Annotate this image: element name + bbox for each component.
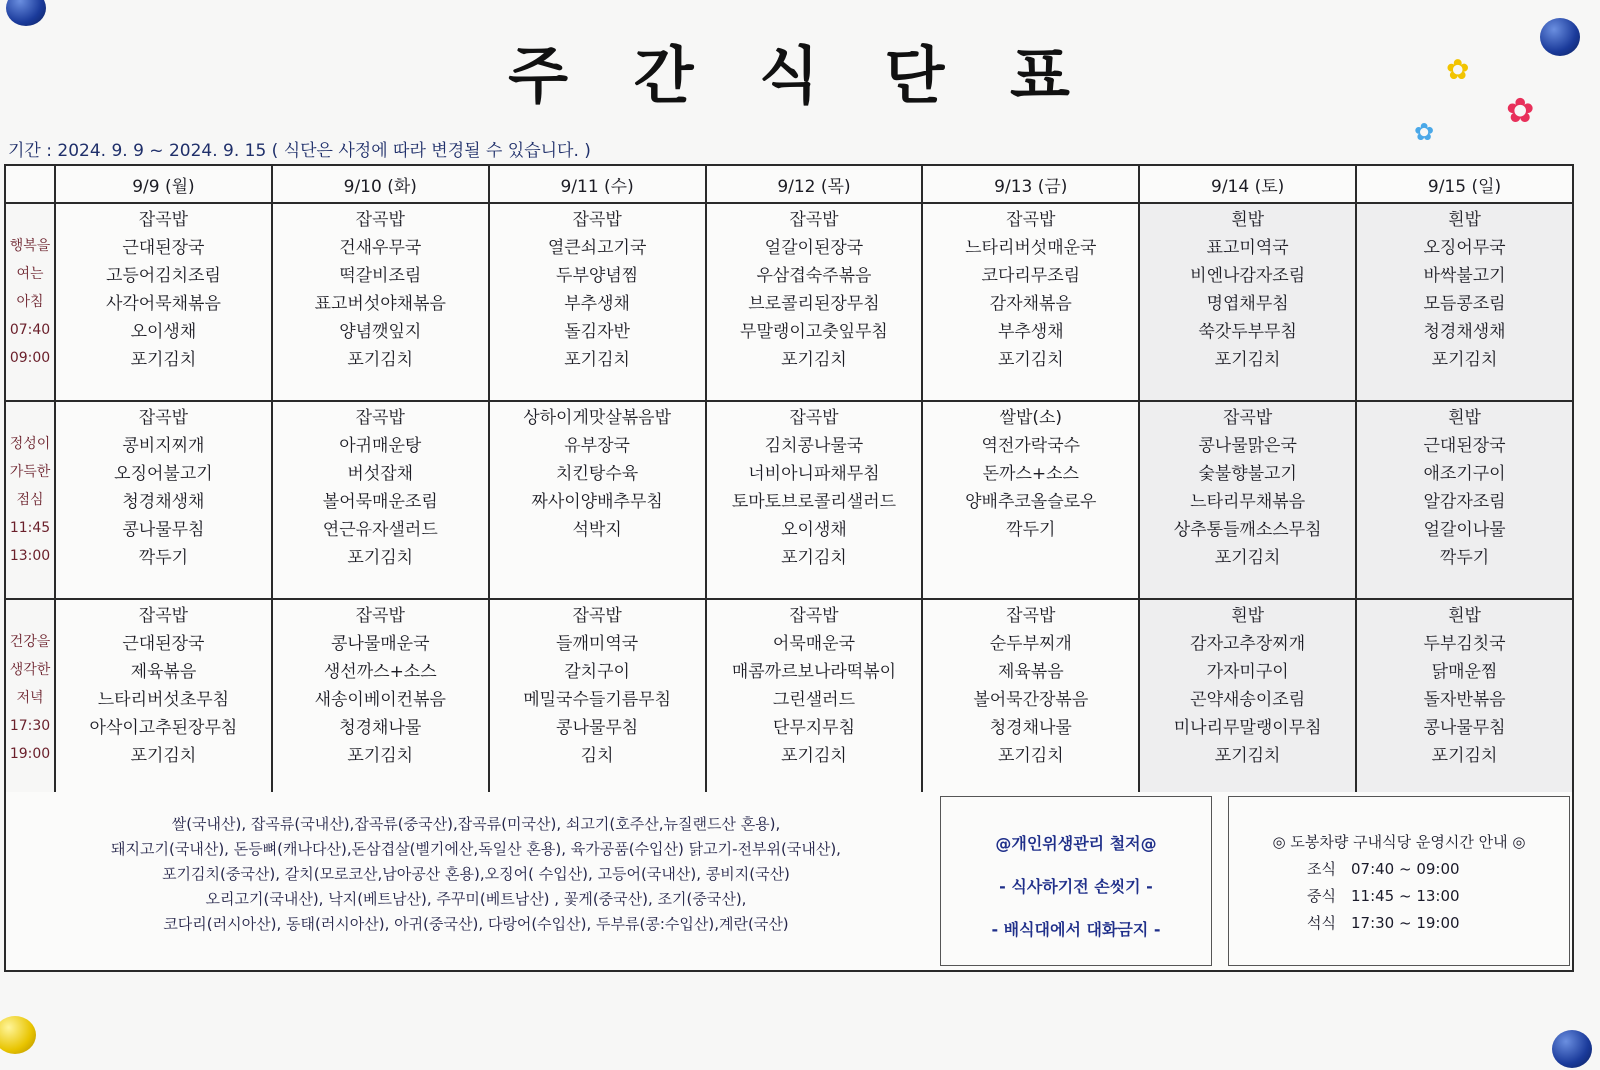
dish-item: 잡곡밥 (1006, 210, 1056, 230)
hours-label: 석식 (1307, 914, 1336, 932)
hours-time: 17:30 ~ 19:00 (1351, 914, 1460, 932)
menu-cell (922, 401, 1139, 599)
dish-item: 청경채나물 (989, 718, 1072, 738)
menu-cell (272, 203, 489, 401)
day-header: 9/10 (화) (272, 165, 489, 203)
dish-item: 석박지 (572, 520, 622, 540)
dish-item: 버섯잡채 (347, 464, 414, 484)
meal-label-line: 13:00 (9, 548, 51, 564)
dish-item: 포기김치 (781, 350, 847, 370)
dish-item: 감자고추장찌개 (1190, 634, 1306, 654)
operating-hours (1228, 796, 1570, 966)
dish-item: 돌김자반 (564, 322, 630, 342)
origin-line: 포기김치(중국산), 갈치(모로코산,남아공산 혼용),오징어( 수입산), 고등어(국내산), 콩비지(국산) (162, 865, 790, 883)
dish-item: 포기김치 (347, 350, 414, 370)
dish-item: 사각어묵채볶음 (105, 294, 221, 314)
dish-item: 역전가락국수 (981, 436, 1081, 456)
menu-cell (272, 401, 489, 599)
dish-item: 잡곡밥 (789, 408, 839, 428)
dish-item: 순두부찌개 (989, 634, 1072, 654)
meal-label-line: 정성이 (9, 436, 51, 452)
dish-item: 볼어묵간장볶음 (973, 690, 1089, 710)
dish-item: 무말랭이고춧잎무침 (740, 322, 888, 342)
menu-cell (55, 401, 272, 599)
menu-cell (55, 203, 272, 401)
dish-item: 제육볶음 (130, 662, 197, 682)
dish-item: 잡곡밥 (572, 606, 622, 626)
meal-label-line: 11:45 (9, 520, 51, 536)
pushpin-icon (1552, 1030, 1592, 1068)
dish-item: 짜사이양배추무침 (531, 492, 663, 512)
dish-item: 양배추코올슬로우 (965, 492, 1097, 512)
day-header: 9/15 (일) (1356, 165, 1573, 203)
dish-item: 깍두기 (1439, 548, 1490, 568)
dish-item: 느타리버섯매운국 (965, 238, 1097, 258)
dish-item: 아삭이고추된장무침 (89, 718, 238, 738)
dish-item: 포기김치 (130, 350, 197, 370)
dish-item: 깍두기 (1006, 520, 1056, 540)
dish-item: 흰밥 (1448, 606, 1481, 626)
dish-item: 상추통들깨소스무침 (1173, 520, 1322, 540)
dish-item: 포기김치 (347, 548, 414, 568)
dish-item: 바싹불고기 (1423, 266, 1506, 286)
dish-item: 청경채생채 (122, 492, 205, 512)
pushpin-icon (6, 0, 46, 26)
dish-item: 감자채볶음 (989, 294, 1072, 314)
dish-item: 부추생채 (564, 294, 630, 314)
menu-cell (922, 599, 1139, 797)
meal-label-line: 여는 (16, 266, 44, 282)
page-title: 주 간 식 단 표 (508, 39, 1092, 112)
flower-icon: ✿ (1446, 53, 1470, 86)
menu-cell (1139, 599, 1356, 797)
dish-item: 메밀국수들기름무침 (523, 690, 672, 710)
dish-item: 코다리무조림 (981, 266, 1081, 286)
dish-item: 치킨탕수육 (556, 464, 639, 484)
dish-item: 그린샐러드 (772, 690, 856, 710)
dish-item: 곤약새송이조림 (1190, 690, 1306, 710)
dish-item: 느타리무채볶음 (1190, 492, 1306, 512)
meal-label-line: 행복을 (9, 238, 51, 254)
day-header: 9/12 (목) (706, 165, 923, 203)
dish-item: 콩나물매운국 (330, 634, 430, 654)
dish-item: 근대된장국 (122, 238, 205, 258)
dish-item: 우삼겹숙주볶음 (756, 266, 872, 286)
corner-cell (5, 165, 55, 203)
meal-row (5, 203, 1573, 401)
menu-cell (1356, 599, 1573, 797)
meal-label (5, 401, 55, 599)
pushpin-icon (0, 1016, 36, 1054)
dish-item: 상하이게맛살볶음밥 (523, 408, 672, 428)
dish-item: 잡곡밥 (355, 210, 405, 230)
dish-item: 포기김치 (564, 350, 630, 370)
dish-item: 돌자반볶음 (1423, 690, 1506, 710)
hygiene-line: - 배식대에서 대화금지 - (991, 920, 1161, 939)
dish-item: 김치콩나물국 (764, 436, 864, 456)
dish-item: 갈치구이 (564, 662, 630, 682)
dish-item: 비엔나감자조림 (1190, 266, 1306, 286)
dish-item: 콩나물무침 (122, 520, 205, 540)
meal-label-line: 17:30 (9, 718, 51, 734)
menu-cell (1139, 203, 1356, 401)
dish-item: 부추생채 (997, 322, 1064, 342)
menu-period: 기간 : 2024. 9. 9 ~ 2024. 9. 15 ( 식단은 사정에 따라 변경될 수 있습니다. ) (8, 141, 591, 161)
dish-item: 잡곡밥 (138, 408, 189, 428)
dish-item: 흰밥 (1448, 408, 1481, 428)
menu-cell (1356, 203, 1573, 401)
hygiene-notice (940, 796, 1212, 966)
dish-item: 잡곡밥 (1223, 408, 1273, 428)
dish-item: 가자미구이 (1206, 662, 1289, 682)
dish-item: 포기김치 (997, 350, 1064, 370)
dish-item: 포기김치 (130, 746, 197, 766)
dish-item: 너비아니파채무침 (748, 464, 880, 484)
dish-item: 포기김치 (1214, 350, 1281, 370)
menu-cell (706, 203, 923, 401)
dish-item: 흰밥 (1231, 606, 1265, 626)
dish-item: 쑥갓두부무침 (1198, 322, 1297, 342)
dish-item: 깍두기 (138, 548, 189, 568)
menu-cell (489, 401, 706, 599)
dish-item: 모듬콩조림 (1423, 294, 1506, 314)
dish-item: 콩비지찌개 (122, 436, 205, 456)
meal-label (5, 599, 55, 797)
hours-row (1307, 885, 1569, 906)
dish-item: 알감자조림 (1423, 492, 1506, 512)
day-header-row (5, 165, 1573, 203)
day-header: 9/14 (토) (1139, 165, 1356, 203)
dish-item: 숯불향불고기 (1198, 464, 1297, 484)
origin-line: 오리고기(국내산), 낙지(베트남산), 주꾸미(베트남산) , 꽃게(중국산), 조기(중국산), (205, 890, 747, 908)
meal-label-line: 점심 (16, 492, 44, 508)
hours-row (1307, 912, 1569, 933)
dish-item: 잡곡밥 (1006, 606, 1056, 626)
hours-time: 07:40 ~ 09:00 (1351, 860, 1460, 878)
dish-item: 콩나물무침 (556, 718, 639, 738)
dish-item: 연근유자샐러드 (322, 520, 438, 540)
meal-label-line: 07:40 (9, 322, 51, 338)
dish-item: 고등어김치조림 (105, 266, 221, 286)
meal-label-line: 가득한 (9, 464, 51, 480)
hours-label: 조식 (1307, 860, 1336, 878)
hours-row (1307, 858, 1569, 879)
dish-item: 잡곡밥 (572, 210, 622, 230)
dish-item: 제육볶음 (997, 662, 1064, 682)
dish-item: 두부김칫국 (1423, 634, 1506, 654)
dish-item: 단무지무침 (772, 718, 856, 738)
hygiene-line: - 식사하기전 손씻기 - (999, 877, 1153, 896)
dish-item: 오징어불고기 (114, 464, 213, 484)
dish-item: 청경채나물 (339, 718, 422, 738)
origin-line: 돼지고기(국내산), 돈등뼈(캐나다산),돈삼겹살(벨기에산,독일산 혼용), 육가공품(수입산) 닭고기-전부위(국내산), (111, 840, 841, 858)
dish-item: 잡곡밥 (789, 606, 839, 626)
dish-item: 얼갈이나물 (1423, 520, 1506, 540)
meal-label (5, 203, 55, 401)
dish-item: 오이생채 (781, 520, 847, 540)
meal-label-line: 아침 (16, 294, 44, 310)
meal-label-line: 생각한 (9, 662, 51, 678)
dish-item: 잡곡밥 (355, 408, 405, 428)
meal-label-line: 건강을 (9, 634, 51, 650)
dish-item: 어묵매운국 (772, 634, 856, 654)
dish-item: 청경채생채 (1423, 322, 1506, 342)
dish-item: 표고미역국 (1206, 238, 1289, 258)
dish-item: 돈까스+소스 (982, 464, 1079, 484)
dish-item: 열큰쇠고기국 (547, 238, 647, 258)
dish-item: 미나리무말랭이무침 (1173, 718, 1322, 738)
dish-item: 볼어묵매운조림 (322, 492, 438, 512)
dish-item: 애조기구이 (1423, 464, 1506, 484)
dish-item: 근대된장국 (1423, 436, 1506, 456)
menu-cell (489, 599, 706, 797)
dish-item: 건새우무국 (339, 238, 422, 258)
hygiene-title: @개인위생관리 철저@ (995, 834, 1157, 853)
dish-item: 새송이베이컨볶음 (314, 690, 446, 710)
meal-label-line: 09:00 (9, 350, 51, 366)
origin-info (36, 812, 916, 937)
dish-item: 포기김치 (781, 548, 847, 568)
dish-item: 오징어무국 (1423, 238, 1506, 258)
menu-cell (706, 599, 923, 797)
dish-item: 잡곡밥 (138, 606, 189, 626)
meal-label-line: 19:00 (9, 746, 51, 762)
dish-item: 잡곡밥 (355, 606, 405, 626)
dish-item: 느타리버섯초무침 (97, 690, 230, 710)
dish-item: 오이생채 (130, 322, 197, 342)
menu-cell (55, 599, 272, 797)
dish-item: 생선까스+소스 (323, 662, 437, 682)
dish-item: 포기김치 (997, 746, 1064, 766)
dish-item: 콩나물무침 (1423, 718, 1506, 738)
dish-item: 콩나물맑은국 (1198, 436, 1297, 456)
dish-item: 닭매운찜 (1431, 662, 1498, 682)
dish-item: 토마토브로콜리샐러드 (731, 492, 897, 512)
meal-row (5, 599, 1573, 797)
weekly-menu-table (4, 164, 1574, 798)
dish-item: 양념깻잎지 (339, 322, 422, 342)
footer-panel (4, 792, 1574, 972)
menu-cell (922, 203, 1139, 401)
dish-item: 포기김치 (347, 746, 414, 766)
dish-item: 포기김치 (1214, 746, 1281, 766)
dish-item: 포기김치 (1214, 548, 1281, 568)
dish-item: 아귀매운탕 (339, 436, 422, 456)
meal-row (5, 401, 1573, 599)
dish-item: 유부장국 (564, 436, 630, 456)
dish-item: 쌀밥(소) (999, 408, 1063, 428)
dish-item: 흰밥 (1231, 210, 1265, 230)
dish-item: 떡갈비조림 (339, 266, 422, 286)
dish-item: 흰밥 (1448, 210, 1481, 230)
flower-icon: ✿ (1506, 91, 1535, 131)
dish-item: 잡곡밥 (138, 210, 189, 230)
menu-cell (1139, 401, 1356, 599)
day-header: 9/11 (수) (489, 165, 706, 203)
menu-cell (272, 599, 489, 797)
menu-cell (706, 401, 923, 599)
dish-item: 얼갈이된장국 (764, 238, 864, 258)
dish-item: 포기김치 (1431, 746, 1498, 766)
dish-item: 근대된장국 (122, 634, 205, 654)
dish-item: 명엽채무침 (1206, 294, 1289, 314)
hours-title: ◎ 도봉차량 구내식당 운영시간 안내 ◎ (1272, 833, 1526, 851)
flower-icon: ✿ (1414, 118, 1435, 146)
hours-label: 중식 (1307, 887, 1336, 905)
origin-line: 쌀(국내산), 잡곡류(국내산),잡곡류(중국산),잡곡류(미국산), 쇠고기(호주산,뉴질랜드산 혼용), (171, 815, 781, 833)
meal-label-line: 저녁 (16, 690, 44, 706)
dish-item: 김치 (580, 746, 614, 766)
dish-item: 두부양념찜 (556, 266, 639, 286)
dish-item: 매콤까르보나라떡볶이 (731, 662, 897, 682)
origin-line: 코다리(러시아산), 동태(러시아산), 아귀(중국산), 다랑어(수입산), 두부류(콩:수입산),계란(국산) (163, 915, 789, 933)
dish-item: 포기김치 (781, 746, 847, 766)
dish-item: 들깨미역국 (556, 634, 639, 654)
dish-item: 포기김치 (1431, 350, 1498, 370)
day-header: 9/9 (월) (55, 165, 272, 203)
dish-item: 브로콜리된장무침 (748, 294, 880, 314)
hours-time: 11:45 ~ 13:00 (1351, 887, 1460, 905)
dish-item: 표고버섯야채볶음 (314, 294, 446, 314)
menu-cell (1356, 401, 1573, 599)
day-header: 9/13 (금) (922, 165, 1139, 203)
menu-cell (489, 203, 706, 401)
dish-item: 잡곡밥 (789, 210, 839, 230)
